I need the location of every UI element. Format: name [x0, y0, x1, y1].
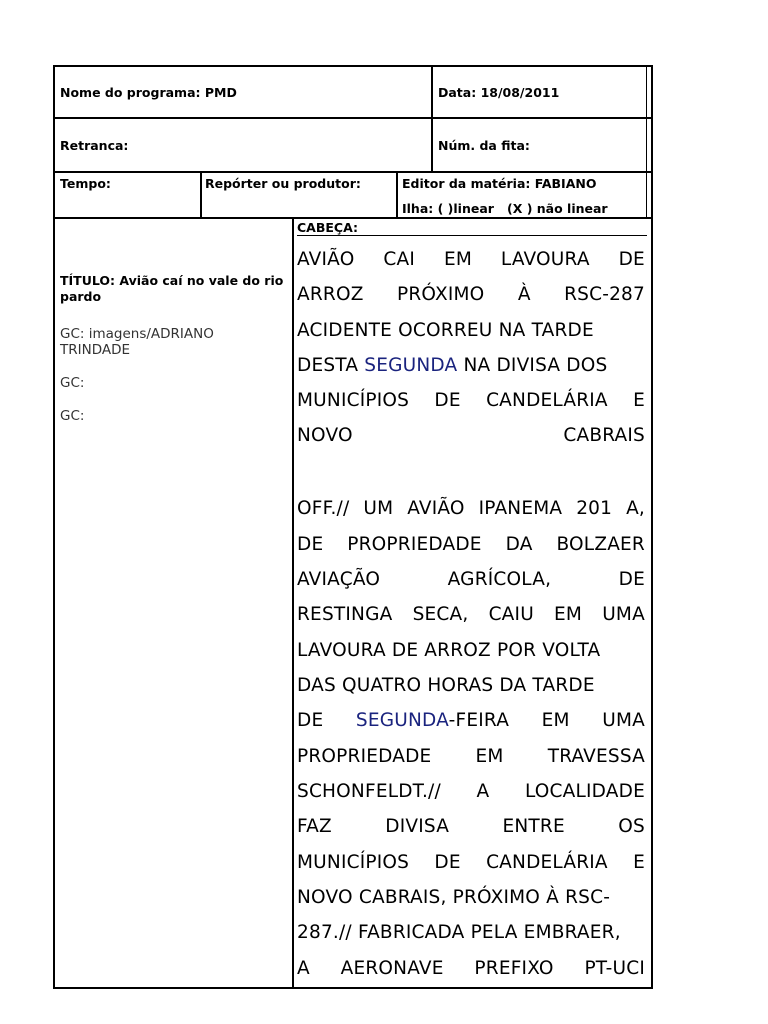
script-word: DE — [434, 852, 461, 873]
script-word: 287.// FABRICADA PELA EMBRAER, — [297, 922, 621, 943]
script-word: PROPRIEDADE — [347, 534, 482, 555]
script-line — [297, 351, 645, 381]
script-word: ARROZ — [297, 284, 364, 305]
script-word: DE — [618, 569, 645, 590]
script-word: OS — [618, 816, 645, 837]
border-right — [651, 65, 653, 989]
script-line — [297, 918, 645, 948]
script-line — [297, 316, 645, 346]
script-word: AVIÃO — [297, 249, 355, 270]
script-line — [297, 742, 645, 772]
script-word: UM — [363, 498, 394, 519]
script-word: A — [297, 958, 310, 979]
script-word: DA — [505, 534, 533, 555]
script-line — [297, 600, 645, 630]
script-word: DE — [297, 534, 324, 555]
script-line — [297, 245, 645, 275]
script-word: DESTA — [297, 355, 365, 376]
script-word: SEGUNDA — [364, 355, 458, 376]
script-word: EM — [475, 746, 504, 767]
editor: Editor da matéria: FABIANO — [402, 176, 597, 191]
row-sep-3 — [53, 217, 653, 219]
cabeca-label: CABEÇA: — [297, 220, 358, 235]
script-word: PROPRIEDADE — [297, 746, 432, 767]
script-line — [297, 777, 645, 807]
script-word: ACIDENTE OCORREU NA TARDE — [297, 320, 594, 341]
script-word: A, — [626, 498, 645, 519]
script-word: SCHONFELDT.// — [297, 781, 441, 802]
date: Data: 18/08/2011 — [438, 85, 560, 100]
border-bottom — [53, 987, 653, 989]
title: TÍTULO: Avião caí no vale do rio pardo — [60, 273, 284, 304]
gc-2: GC: — [60, 375, 85, 391]
script-word: SEGUNDA — [355, 710, 449, 731]
row-sep-1 — [53, 117, 653, 119]
script-word: UMA — [602, 604, 645, 625]
script-word: EM — [541, 710, 570, 731]
script-line — [297, 421, 645, 451]
script-word: AGRÍCOLA, — [447, 569, 552, 590]
script-word: AVIAÇÃO — [297, 569, 381, 590]
script-line — [297, 494, 645, 524]
script-word: AVIÃO — [407, 498, 465, 519]
script-line — [297, 812, 645, 842]
script-word: UMA — [602, 710, 645, 731]
script-word: A — [476, 781, 490, 802]
script-word: MUNICÍPIOS — [297, 852, 410, 873]
script-word: AERONAVE — [340, 958, 444, 979]
script-word: E — [633, 852, 645, 873]
script-word: RSC-287 — [564, 284, 645, 305]
col-sep-editor — [396, 171, 398, 219]
script-word: IPANEMA — [478, 498, 563, 519]
program-name: Nome do programa: PMD — [60, 85, 237, 100]
script-word: CAIU — [488, 604, 534, 625]
reporter: Repórter ou produtor: — [205, 176, 361, 191]
script-word: PRÓXIMO — [397, 284, 485, 305]
script-word: DIVISA — [385, 816, 450, 837]
script-line — [297, 636, 645, 666]
ilha: Ilha: ( )linear (X ) não linear — [402, 201, 608, 216]
cabeca-underline — [297, 235, 647, 236]
col-sep-data — [431, 65, 433, 173]
col-sep-tempo — [200, 171, 202, 219]
tempo: Tempo: — [60, 176, 111, 191]
script-word: NOVO — [297, 425, 353, 446]
script-word: LOCALIDADE — [524, 781, 645, 802]
border-top — [53, 65, 653, 67]
script-word — [356, 706, 509, 736]
script-word: FAZ — [297, 816, 332, 837]
script-word: CANDELÁRIA — [486, 852, 608, 873]
script-line — [297, 565, 645, 595]
script-word: OFF.// — [297, 498, 350, 519]
script-word: CANDELÁRIA — [486, 390, 608, 411]
script-word: CABRAIS — [563, 425, 645, 446]
script-word: CAI — [383, 249, 416, 270]
script-line — [297, 280, 645, 310]
gc-images: GC: imagens/ADRIANO TRINDADE — [60, 326, 214, 358]
script-word: LAVOURA — [500, 249, 590, 270]
tape-number: Núm. da fita: — [438, 138, 530, 153]
script-word: PREFIXO — [474, 958, 554, 979]
script-line — [297, 386, 645, 416]
script-word: NA DIVISA DOS — [457, 355, 608, 376]
script-word: LAVOURA DE ARROZ POR VOLTA — [297, 640, 601, 661]
script-word: -FEIRA — [448, 710, 510, 731]
script-line — [297, 954, 645, 984]
row-sep-2 — [53, 171, 653, 173]
col-sep-body — [292, 217, 294, 989]
script-word: PT-UCI — [584, 958, 645, 979]
script-word: EM — [554, 604, 583, 625]
border-right-inner — [646, 65, 647, 218]
script-line — [297, 671, 645, 701]
border-left — [53, 65, 55, 989]
script-line — [297, 848, 645, 878]
script-word: DE — [297, 710, 324, 731]
script-word: BOLZAER — [556, 534, 645, 555]
script-word: SECA, — [412, 604, 469, 625]
script-line — [297, 530, 645, 560]
script-word: 201 — [576, 498, 613, 519]
script-word: RESTINGA — [297, 604, 393, 625]
script-word: DE — [618, 249, 645, 270]
retranca: Retranca: — [60, 138, 129, 153]
gc-3: GC: — [60, 408, 85, 424]
script-word: À — [517, 284, 531, 305]
script-word: DAS QUATRO HORAS DA TARDE — [297, 675, 595, 696]
script-line — [297, 883, 645, 913]
script-word: ENTRE — [502, 816, 565, 837]
script-word: MUNICÍPIOS — [297, 390, 410, 411]
script-line — [297, 706, 645, 736]
script-word: NOVO CABRAIS, PRÓXIMO À RSC- — [297, 887, 611, 908]
script-word: E — [633, 390, 645, 411]
script-word: EM — [443, 249, 472, 270]
script-word: TRAVESSA — [547, 746, 645, 767]
script-word: DE — [434, 390, 461, 411]
